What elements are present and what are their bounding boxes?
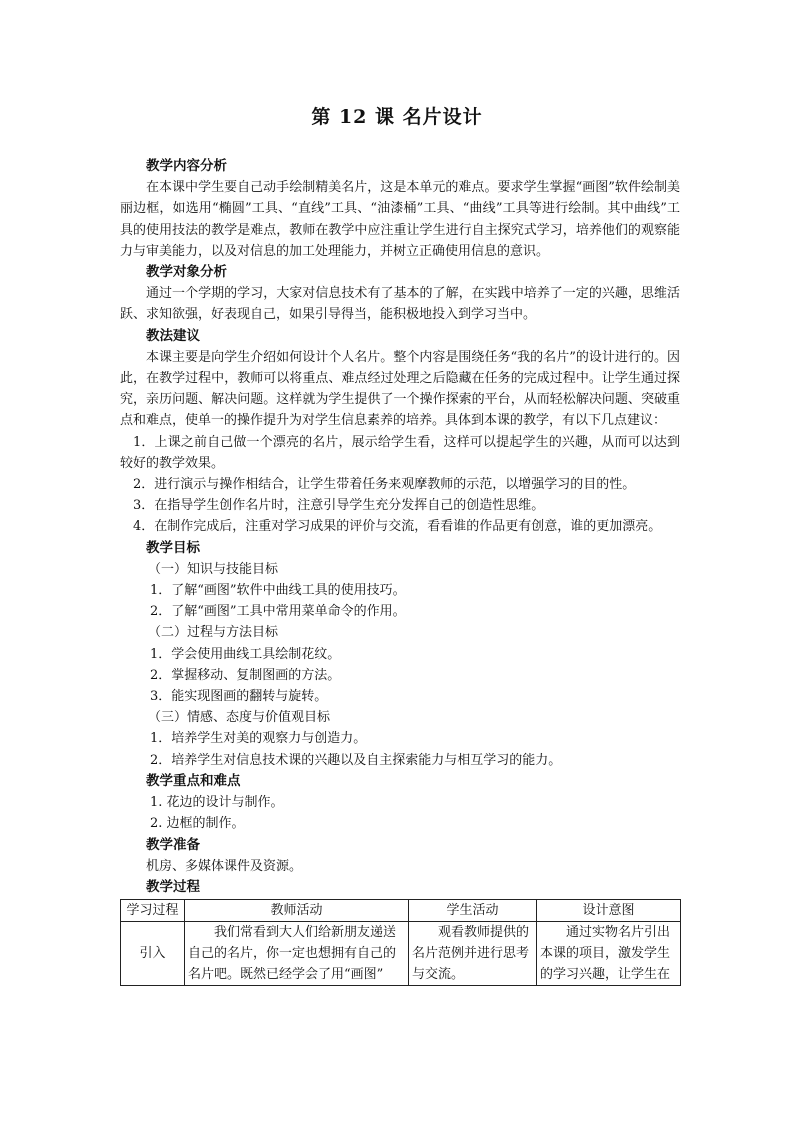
- heading-content-analysis: 教学内容分析: [146, 158, 227, 174]
- table-header-row: [121, 900, 681, 922]
- header-student: 学生活动: [409, 900, 537, 922]
- heading-preparation: 教学准备: [146, 836, 200, 853]
- heading-method: 教法建议: [146, 327, 200, 344]
- goal-group-1-label: （一）知识与技能目标: [148, 561, 279, 577]
- method-item-4: 4．在制作完成后，注重对学习成果的评价与交流，看看谁的作品更有创意，谁的更加漂亮。: [133, 519, 662, 535]
- process-table: [120, 899, 681, 986]
- goal-1-2: 2．了解“画图”工具中常用菜单命令的作用。: [150, 604, 406, 620]
- goal-1-1: 1．了解“画图”软件中曲线工具的使用技巧。: [150, 583, 406, 599]
- header-teacher: 教师活动: [185, 900, 409, 922]
- goal-group-3-label: （三）情感、态度与价值观目标: [148, 710, 331, 726]
- page-title: 第 12 课 名片设计: [311, 106, 483, 128]
- table-row: [121, 922, 681, 986]
- goal-3-1: 1．培养学生对美的观察力与创造力。: [150, 731, 367, 747]
- heading-key-points: 教学重点和难点: [146, 772, 241, 789]
- document-body: [120, 156, 680, 986]
- goal-3-2: 2．培养学生对信息技术课的兴趣以及自主探索能力与相互学习的能力。: [150, 752, 562, 768]
- method-item-3: 3．在指导学生创作名片时，注意引导学生充分发挥自己的创造性思维。: [133, 498, 545, 514]
- key-point-2: 2. 边框的制作。: [150, 816, 245, 832]
- cell-teacher: 我们常看到大人们给新朋友递送自己的名片，你一定也想拥有自己的名片吧。既然已经学会了用“画图”: [185, 922, 409, 986]
- goal-2-2: 2．掌握移动、复制图画的方法。: [150, 667, 341, 683]
- cell-student: 观看教师提供的名片范例并进行思考与交流。: [409, 922, 537, 986]
- header-intent: 设计意图: [537, 900, 681, 922]
- paragraph-object-analysis: 通过一个学期的学习，大家对信息技术有了基本的了解，在实践中培养了一定的兴趣，思维活跃、求知欲强，好表现自己，如果引导得当，能积极地投入到学习当中。: [120, 286, 680, 323]
- goal-2-1: 1．学会使用曲线工具绘制花纹。: [150, 646, 341, 662]
- heading-goals: 教学目标: [146, 539, 200, 556]
- paragraph-content-analysis: 在本课中学生要自己动手绘制精美名片，这是本单元的难点。要求学生掌握“画图”软件绘制美丽边框，如选用“椭圆”工具、“直线”工具、“油漆桶”工具、“曲线”工具等进行绘制。其中曲线”工具的使用技法的教学是难点，教师在教学中应注重让学生进行自主探究式学习，培养他们的观察能力与审美能力，以及对信息的加工处理能力，并树立正确使用信息的意识。: [120, 180, 680, 259]
- goal-2-3: 3．能实现图画的翻转与旋转。: [150, 689, 328, 705]
- header-stage: 学习过程: [121, 900, 185, 922]
- paragraph-preparation: 机房、多媒体课件及资源。: [146, 858, 303, 874]
- method-item-2: 2．进行演示与操作相结合，让学生带着任务来观摩教师的示范，以增强学习的目的性。: [133, 477, 636, 493]
- goal-group-2-label: （二）过程与方法目标: [148, 625, 279, 641]
- cell-intent: 通过实物名片引出本课的项目，激发学生的学习兴趣，让学生在: [537, 922, 681, 986]
- heading-process: 教学过程: [146, 878, 200, 895]
- key-point-1: 1. 花边的设计与制作。: [150, 795, 284, 811]
- cell-stage: 引入: [121, 922, 185, 986]
- paragraph-method: 本课主要是向学生介绍如何设计个人名片。整个内容是围绕任务“我的名片”的设计进行的。因此，在教学过程中，教师可以将重点、难点经过处理之后隐藏在任务的完成过程中。让学生通过探究，亲历问题、解决问题。这样就为学生提供了一个操作探索的平台，从而轻松解决问题、突破重点和难点，使单一的操作提升为对学生信息素养的培养。具体到本课的教学，有以下几点建议：: [120, 349, 680, 429]
- method-item-1: 1．上课之前自己做一个漂亮的名片，展示给学生看，这样可以提起学生的兴趣，从而可以达到较好的教学效果。: [120, 434, 680, 471]
- heading-object-analysis: 教学对象分析: [146, 264, 227, 281]
